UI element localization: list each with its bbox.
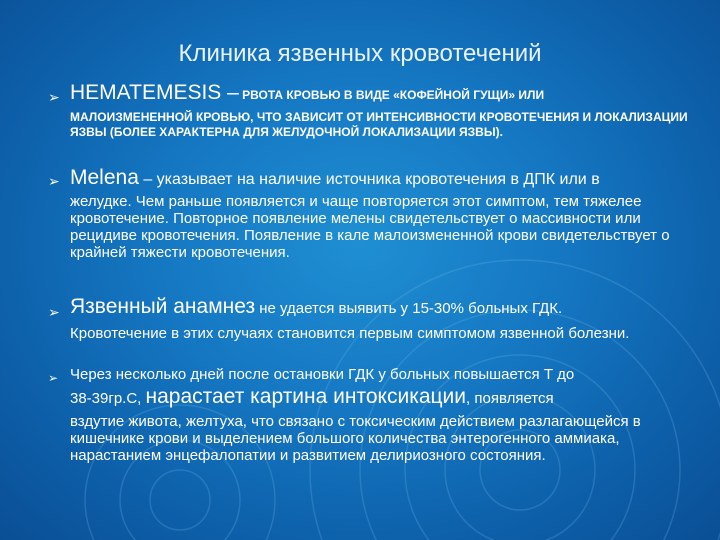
item-1-term: HEMATEMESIS – bbox=[70, 81, 239, 104]
bullet-arrow-icon: ➢ bbox=[48, 371, 59, 385]
item-3-heading-rest: не удается выявить у 15-30% больных ГДК. bbox=[255, 300, 563, 317]
item-4-temperature: 38-39гр.С, bbox=[70, 390, 146, 407]
item-4-heading-line2 bbox=[70, 386, 710, 407]
item-2-term: Melena bbox=[70, 166, 139, 189]
item-2-heading bbox=[70, 167, 700, 188]
item-4-term: нарастает картина интоксикации bbox=[145, 385, 467, 408]
bullet-arrow-icon: ➢ bbox=[48, 89, 60, 105]
slide-title: Клиника язвенных кровотечений bbox=[178, 40, 542, 67]
item-4-heading: Через несколько дней после остановки ГДК у больных повышается Т до bbox=[70, 366, 575, 383]
item-1-body: МАЛОИЗМЕНЕННОЙ КРОВЬЮ, ЧТО ЗАВИСИТ ОТ ИНТЕНСИВНОСТИ КРОВОТЕЧЕНИЯ И ЛОКАЛИЗАЦИИ ЯЗВЫ (БОЛЕЕ ХАРАКТЕРНА ДЛЯ ЖЕЛУДОЧНОЙ ЛОКАЛИЗАЦИИ ЯЗВЫ). bbox=[70, 110, 688, 139]
item-3-body: Кровотечение в этих случаях становится первым симптомом язвенной болезни. bbox=[70, 325, 630, 342]
item-1-heading-rest: РВОТА КРОВЬЮ В ВИДЕ «КОФЕЙНОЙ ГУЩИ» ИЛИ bbox=[238, 88, 545, 102]
item-2-heading-rest: – указывает на наличие источника кровотечения в ДПК или в bbox=[138, 171, 600, 188]
item-4-heading-rest: , появляется bbox=[466, 390, 554, 407]
item-1-heading bbox=[70, 82, 544, 103]
item-3-term: Язвенный анамнез bbox=[70, 295, 256, 318]
item-4-body: вздутие живота, желтуха, что связано с токсическим действием разлагающейся в кишечнике крови и выделением большого количества энтерогенного аммиака, нарастанием энцефалопатии и развитием делириозного состояния. bbox=[70, 413, 641, 464]
bullet-arrow-icon: ➢ bbox=[48, 173, 60, 189]
bullet-arrow-icon: ➢ bbox=[48, 304, 60, 320]
item-2-body: желудке. Чем раньше появляется и чаще повторяется этот симптом, тем тяжелее кровотечение. Повторное появление мелены свидетельствует о массивности или рецидиве кровотечения. Появление в кале малоизмененной крови свидетельствует о крайней тяжести кровотечения. bbox=[70, 193, 670, 261]
item-3-heading bbox=[70, 296, 710, 317]
